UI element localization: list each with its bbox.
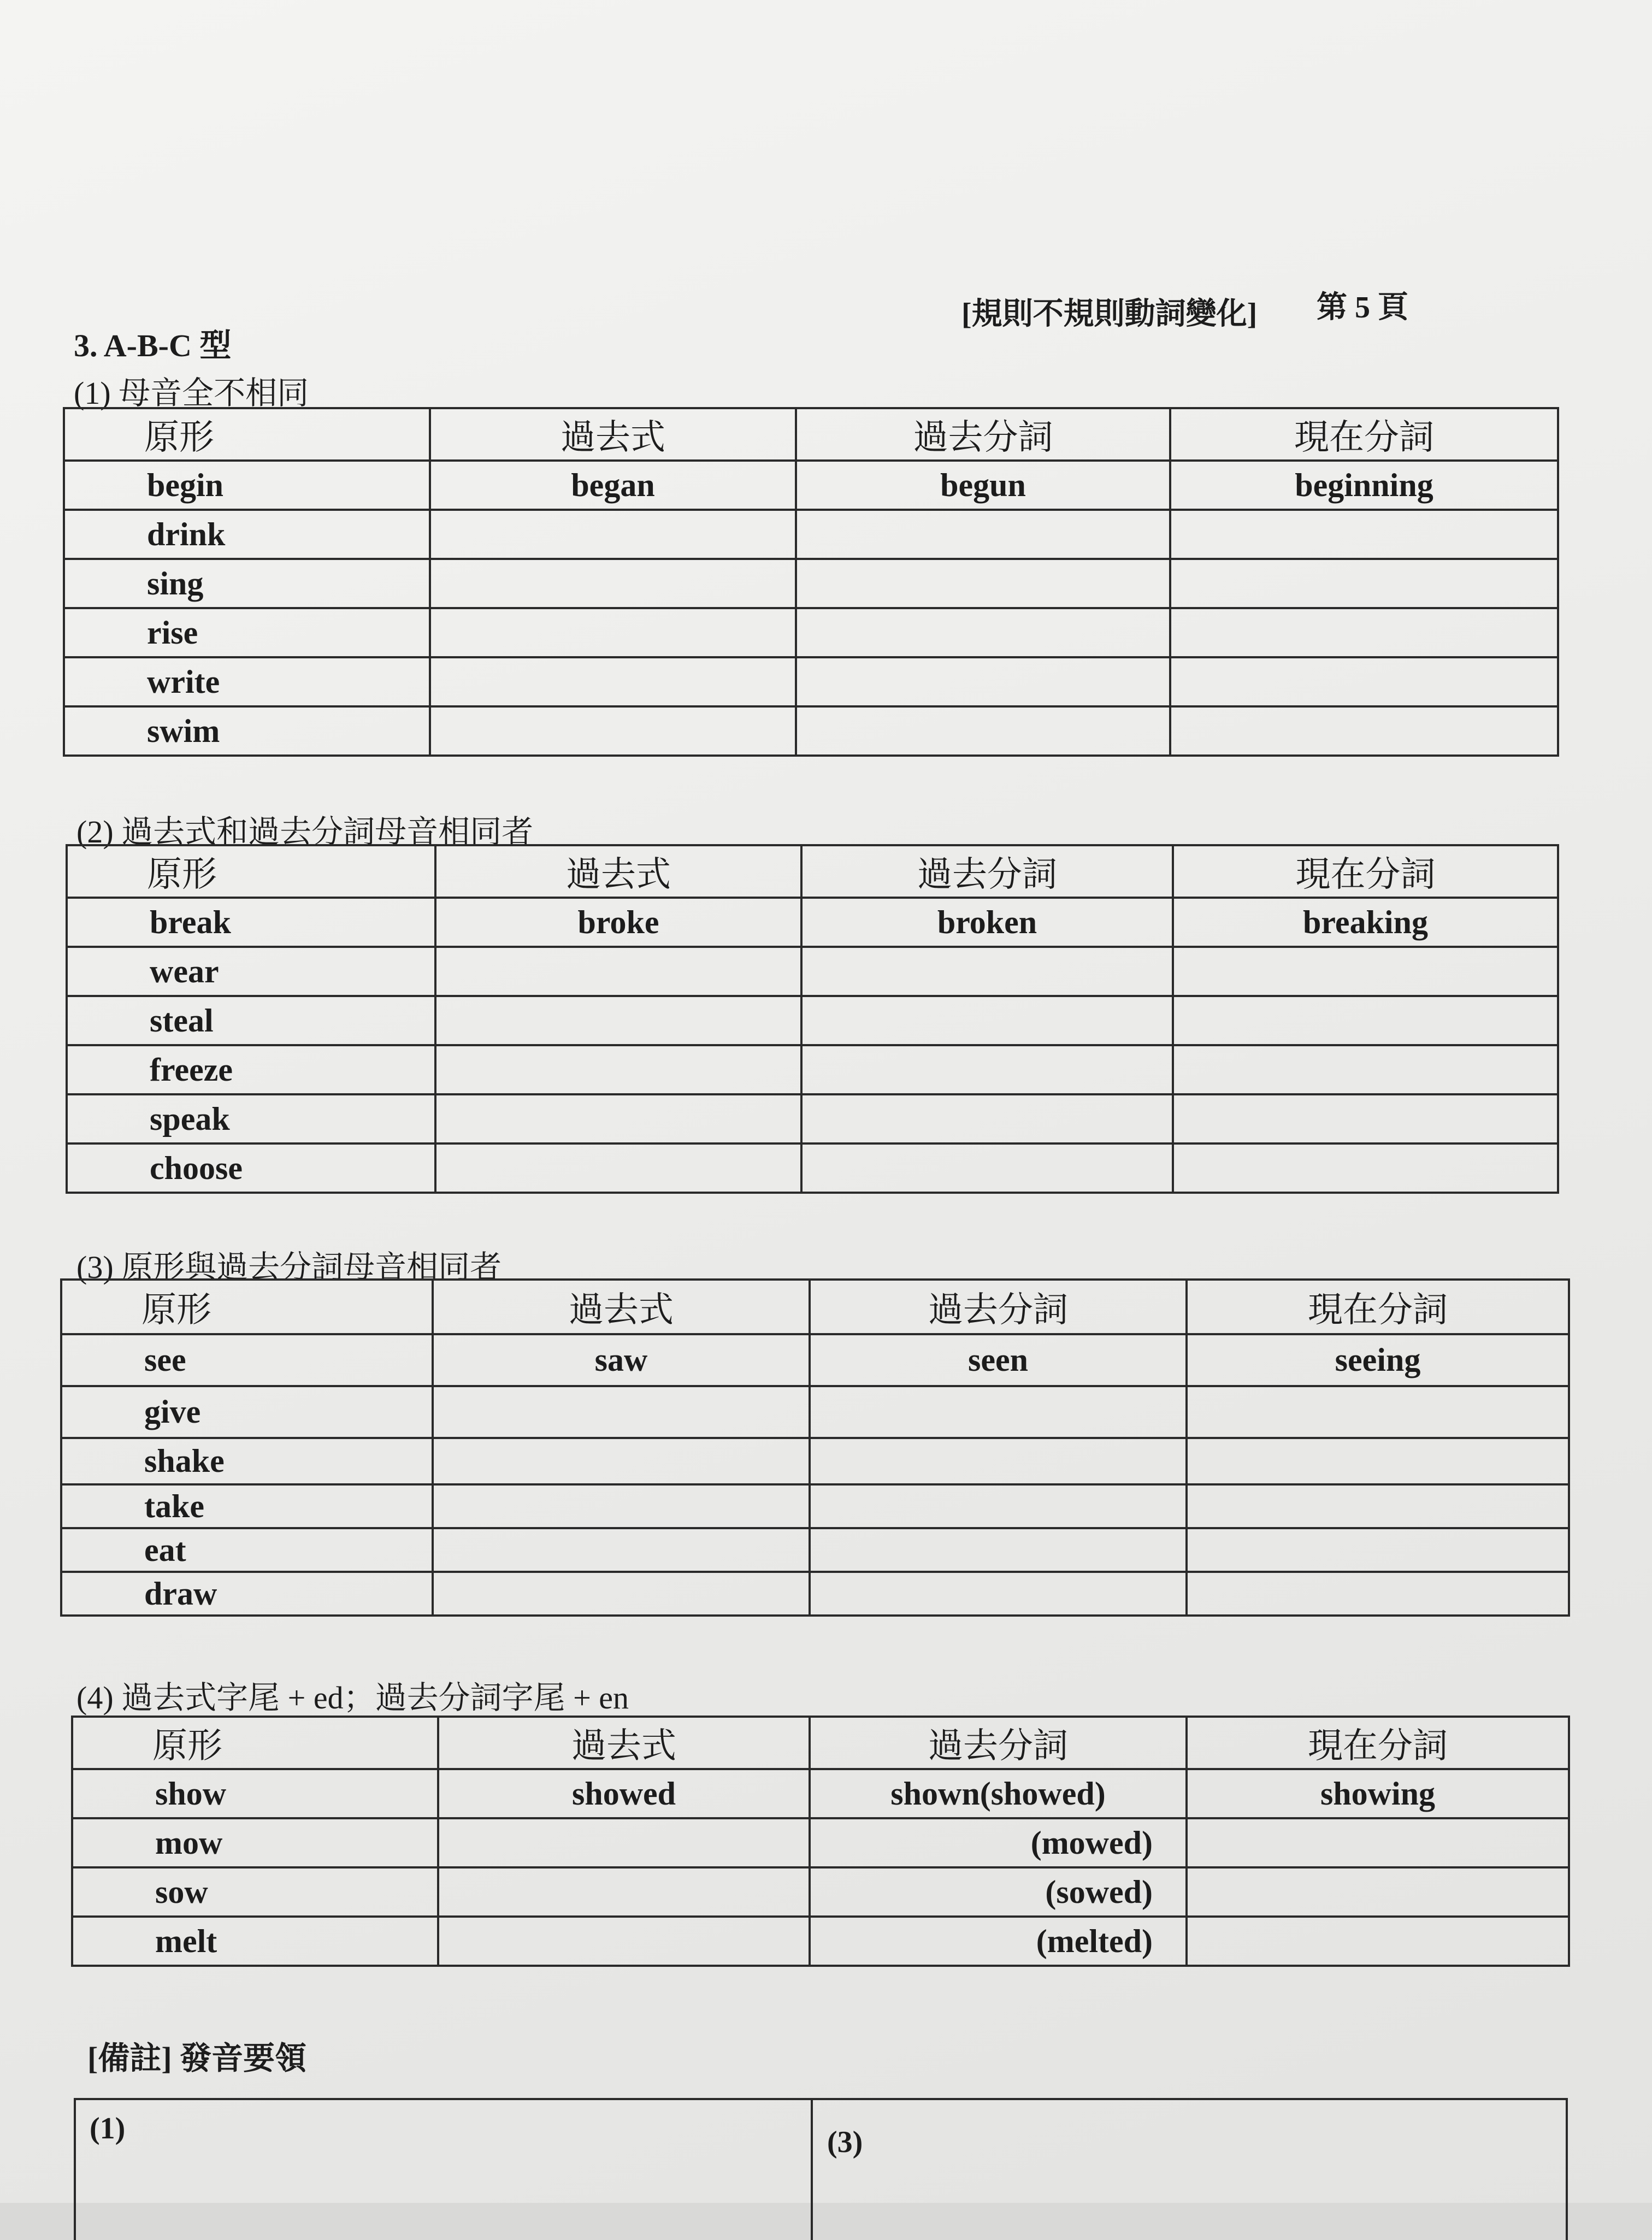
group-4-title: (4) 過去式字尾 + ed；過去分詞字尾 + en [76, 1680, 629, 1716]
page-number: 第 5 頁 [1317, 291, 1408, 325]
group-2-title: (2) 過去式和過去分詞母音相同者 [76, 814, 534, 850]
table-row [72, 1867, 1569, 1917]
base-form-cell: write [64, 657, 430, 706]
column-header: 原形 [64, 408, 430, 461]
table-row [64, 706, 1558, 756]
verb-table-1 [63, 407, 1559, 757]
blank-answer-cell [433, 1386, 810, 1438]
column-header: 現在分詞 [1187, 1280, 1569, 1334]
blank-answer-cell [435, 996, 801, 1045]
verb-form-cell: (sowed) [810, 1867, 1187, 1917]
column-header: 現在分詞 [1173, 845, 1558, 898]
blank-answer-cell [435, 1045, 801, 1094]
blank-answer-cell [1187, 1438, 1569, 1484]
table-row [64, 608, 1558, 657]
column-header: 原形 [67, 845, 435, 898]
column-header: 過去分詞 [801, 845, 1173, 898]
base-form-cell: begin [64, 461, 430, 510]
base-form-cell: wear [67, 947, 435, 996]
verb-table-2 [66, 844, 1559, 1194]
blank-answer-cell [430, 657, 796, 706]
table-row [61, 1334, 1569, 1386]
table-row [67, 996, 1558, 1045]
table-row [67, 1143, 1558, 1193]
blank-answer-cell [801, 996, 1173, 1045]
verb-form-cell: seen [810, 1334, 1187, 1386]
blank-answer-cell [1170, 706, 1558, 756]
blank-answer-cell [1187, 1484, 1569, 1528]
base-form-cell: choose [67, 1143, 435, 1193]
notes-label-3: (3) [827, 2125, 863, 2159]
verb-form-cell: shown(showed) [810, 1769, 1187, 1818]
table-row [67, 1094, 1558, 1143]
blank-answer-cell [796, 510, 1170, 559]
blank-answer-cell [438, 1818, 810, 1867]
column-header: 過去式 [433, 1280, 810, 1334]
blank-answer-cell [1187, 1528, 1569, 1572]
worksheet-heading: [規則不規則動詞變化] [961, 297, 1258, 331]
verb-form-cell: showed [438, 1769, 810, 1818]
base-form-cell: see [61, 1334, 433, 1386]
table-row [61, 1528, 1569, 1572]
section-title: 3. A-B-C 型 [74, 328, 232, 363]
blank-answer-cell [1170, 657, 1558, 706]
blank-answer-cell [430, 559, 796, 608]
base-form-cell: shake [61, 1438, 433, 1484]
table-row [67, 898, 1558, 947]
blank-answer-cell [1173, 1143, 1558, 1193]
column-header: 過去式 [435, 845, 801, 898]
column-header: 現在分詞 [1187, 1717, 1569, 1769]
base-form-cell: sing [64, 559, 430, 608]
table-row [61, 1386, 1569, 1438]
column-header: 現在分詞 [1170, 408, 1558, 461]
table-row [61, 1572, 1569, 1616]
blank-answer-cell [430, 608, 796, 657]
verb-table-4 [71, 1716, 1570, 1967]
table-row [67, 947, 1558, 996]
blank-answer-cell [810, 1572, 1187, 1616]
table-header-row [64, 408, 1558, 461]
blank-answer-cell [1173, 1094, 1558, 1143]
table-header-row [67, 845, 1558, 898]
verb-form-cell: broke [435, 898, 801, 947]
blank-answer-cell [1173, 996, 1558, 1045]
blank-answer-cell [1187, 1818, 1569, 1867]
blank-answer-cell [433, 1572, 810, 1616]
table-row [64, 559, 1558, 608]
blank-answer-cell [796, 706, 1170, 756]
table-row [72, 1818, 1569, 1867]
table-row [64, 461, 1558, 510]
verb-form-cell: broken [801, 898, 1173, 947]
base-form-cell: give [61, 1386, 433, 1438]
base-form-cell: melt [72, 1917, 438, 1966]
verb-form-cell: began [430, 461, 796, 510]
base-form-cell: eat [61, 1528, 433, 1572]
blank-answer-cell [801, 1143, 1173, 1193]
notes-table [74, 2098, 1568, 2240]
verb-form-cell: seeing [1187, 1334, 1569, 1386]
base-form-cell: speak [67, 1094, 435, 1143]
blank-answer-cell [435, 1143, 801, 1193]
base-form-cell: sow [72, 1867, 438, 1917]
verb-table-3 [60, 1278, 1570, 1617]
base-form-cell: rise [64, 608, 430, 657]
blank-answer-cell [433, 1484, 810, 1528]
blank-answer-cell [810, 1528, 1187, 1572]
blank-answer-cell [1187, 1572, 1569, 1616]
table-row [72, 1917, 1569, 1966]
blank-answer-cell [438, 1917, 810, 1966]
blank-answer-cell [796, 657, 1170, 706]
blank-answer-cell [435, 947, 801, 996]
blank-answer-cell [1170, 510, 1558, 559]
verb-form-cell: breaking [1173, 898, 1558, 947]
base-form-cell: steal [67, 996, 435, 1045]
blank-answer-cell [810, 1438, 1187, 1484]
blank-answer-cell [796, 608, 1170, 657]
table-row [64, 510, 1558, 559]
blank-answer-cell [430, 510, 796, 559]
column-header: 原形 [61, 1280, 433, 1334]
group-3-title: (3) 原形與過去分詞母音相同者 [76, 1249, 502, 1285]
verb-form-cell: (melted) [810, 1917, 1187, 1966]
column-header: 過去式 [438, 1717, 810, 1769]
table-row [67, 1045, 1558, 1094]
blank-answer-cell [1187, 1917, 1569, 1966]
base-form-cell: take [61, 1484, 433, 1528]
verb-form-cell: saw [433, 1334, 810, 1386]
blank-answer-cell [1187, 1386, 1569, 1438]
table-header-row [61, 1280, 1569, 1334]
verb-form-cell: (mowed) [810, 1818, 1187, 1867]
blank-answer-cell [433, 1528, 810, 1572]
table-row [72, 1769, 1569, 1818]
blank-answer-cell [1187, 1867, 1569, 1917]
blank-answer-cell [796, 559, 1170, 608]
verb-form-cell: beginning [1170, 461, 1558, 510]
verb-form-cell: showing [1187, 1769, 1569, 1818]
notes-divider [811, 2100, 813, 2240]
notes-title: [備註] 發音要領 [87, 2041, 307, 2076]
blank-answer-cell [1170, 559, 1558, 608]
base-form-cell: mow [72, 1818, 438, 1867]
blank-answer-cell [810, 1484, 1187, 1528]
blank-answer-cell [435, 1094, 801, 1143]
blank-answer-cell [438, 1867, 810, 1917]
blank-answer-cell [430, 706, 796, 756]
blank-answer-cell [1173, 947, 1558, 996]
notes-label-1: (1) [90, 2112, 126, 2145]
table-row [61, 1438, 1569, 1484]
base-form-cell: drink [64, 510, 430, 559]
table-row [64, 657, 1558, 706]
blank-answer-cell [1170, 608, 1558, 657]
blank-answer-cell [1173, 1045, 1558, 1094]
base-form-cell: draw [61, 1572, 433, 1616]
table-header-row [72, 1717, 1569, 1769]
blank-answer-cell [801, 947, 1173, 996]
base-form-cell: freeze [67, 1045, 435, 1094]
group-1-title: (1) 母音全不相同 [74, 375, 309, 411]
column-header: 過去分詞 [810, 1280, 1187, 1334]
base-form-cell: break [67, 898, 435, 947]
table-row [61, 1484, 1569, 1528]
base-form-cell: swim [64, 706, 430, 756]
verb-form-cell: begun [796, 461, 1170, 510]
blank-answer-cell [801, 1094, 1173, 1143]
base-form-cell: show [72, 1769, 438, 1818]
column-header: 過去式 [430, 408, 796, 461]
blank-answer-cell [810, 1386, 1187, 1438]
column-header: 過去分詞 [796, 408, 1170, 461]
blank-answer-cell [801, 1045, 1173, 1094]
column-header: 原形 [72, 1717, 438, 1769]
column-header: 過去分詞 [810, 1717, 1187, 1769]
blank-answer-cell [433, 1438, 810, 1484]
